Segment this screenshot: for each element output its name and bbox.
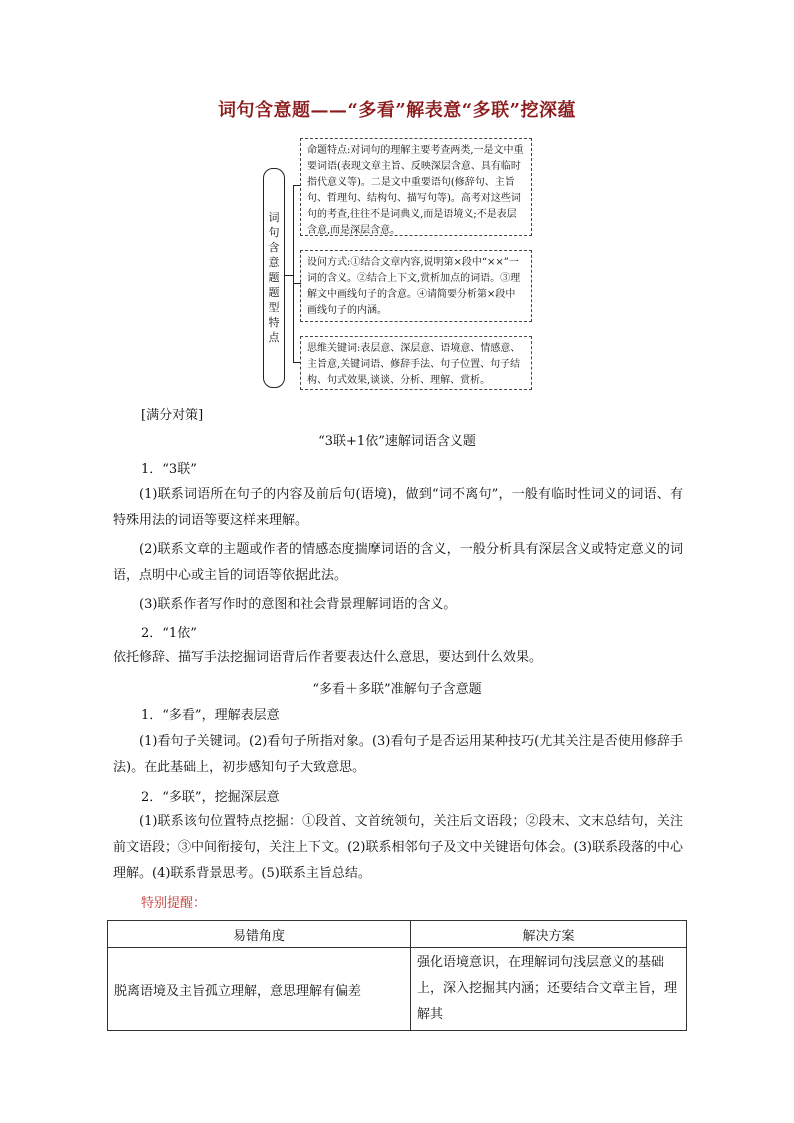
heading-duolian: 2．“多联”，挖掘深层意 xyxy=(141,790,280,805)
connector-stem xyxy=(285,275,293,276)
diagram-vertical-label: 词 句 含 意 题 题 型 特 点 xyxy=(268,211,280,344)
diagram-box-question-forms: 设问方式:①结合文章内容,说明第×段中“××”一词的含义。②结合上下文,赏析加点的词语。③理解文中画线句子的含意。④请简要分析第×段中画线句子的内涵。 xyxy=(300,250,532,322)
section-label: [满分对策] xyxy=(141,408,204,423)
table-row xyxy=(108,948,687,1031)
subtitle-sentences: “多看＋多联”准解句子含意题 xyxy=(312,682,482,697)
paragraph-6: (1)联系该句位置特点挖掘：①段首、文首统领句，关注后文语段；②段末、文末总结句，关注前文语段；③中间衔接句，关注上下文。(2)联系相邻句子及文中关键语句体会。(3)联系段落的中心理解。(4)联系背景思考。(5)联系主旨总结。 xyxy=(113,814,683,881)
paragraph-2: (2)联系文章的主题或作者的情感态度揣摩词语的含义，一般分析具有深层含义或特定意义的词语，点明中心或主旨的词语等依据此法。 xyxy=(113,542,683,583)
paragraph-3: (3)联系作者写作时的意图和社会背景理解词语的含义。 xyxy=(139,597,457,612)
paragraph-4: 依托修辞、描写手法挖掘词语背后作者要表达什么意思，要达到什么效果。 xyxy=(113,650,543,665)
table-header-row xyxy=(108,921,687,948)
table-header: 易错角度 xyxy=(108,921,411,948)
paragraph-1: (1)联系词语所在句子的内容及前后句(语境)，做到“词不离句”，一般有临时性词义的词语、有特殊用法的词语等要这样来理解。 xyxy=(113,487,683,528)
diagram-box-keywords: 思维关键词:表层意、深层意、语境意、情感意、主旨意,关键词语、修辞手法、句子位置、句子结构、句式效果,谈谈、分析、理解、赏析。 xyxy=(300,336,532,390)
page-title: 词句含意题——“多看”解表意“多联”挖深蕴 xyxy=(218,100,576,121)
tips-table xyxy=(107,920,687,1031)
paragraph-5: (1)看句子关键词。(2)看句子所指对象。(3)看句子是否运用某种技巧(尤其关注是否使用修辞手法)。在此基础上，初步感知句子大致意思。 xyxy=(113,734,683,775)
heading-1yi: 2．“1依” xyxy=(141,626,197,641)
diagram-box-question-features: 命题特点:对词句的理解主要考查两类,一是文中重要词语(表现文章主旨、反映深层含意、具有临时指代意义等)。二是文中重要语句(修辞句、主旨句、哲理句、结构句、描写句等)。高考对这些词句的考查,往往不是词典义,而是语境义;不是表层含意,而是深层含意。 xyxy=(300,138,532,236)
tip-label: 特别提醒： xyxy=(141,896,207,911)
connector-bracket xyxy=(293,185,294,363)
heading-3lian: 1．“3联” xyxy=(141,462,197,477)
heading-duokan: 1．“多看”，理解表层意 xyxy=(141,708,280,723)
table-cell: 强化语境意识，在理解词句浅层意义的基础上，深入挖掘其内涵；还要结合文章主旨，理解其 xyxy=(411,948,687,1031)
subtitle-words: “3联+1依”速解词语含义题 xyxy=(318,434,476,449)
table-cell: 脱离语境及主旨孤立理解，意思理解有偏差 xyxy=(108,948,411,1031)
table-header: 解决方案 xyxy=(411,921,687,948)
